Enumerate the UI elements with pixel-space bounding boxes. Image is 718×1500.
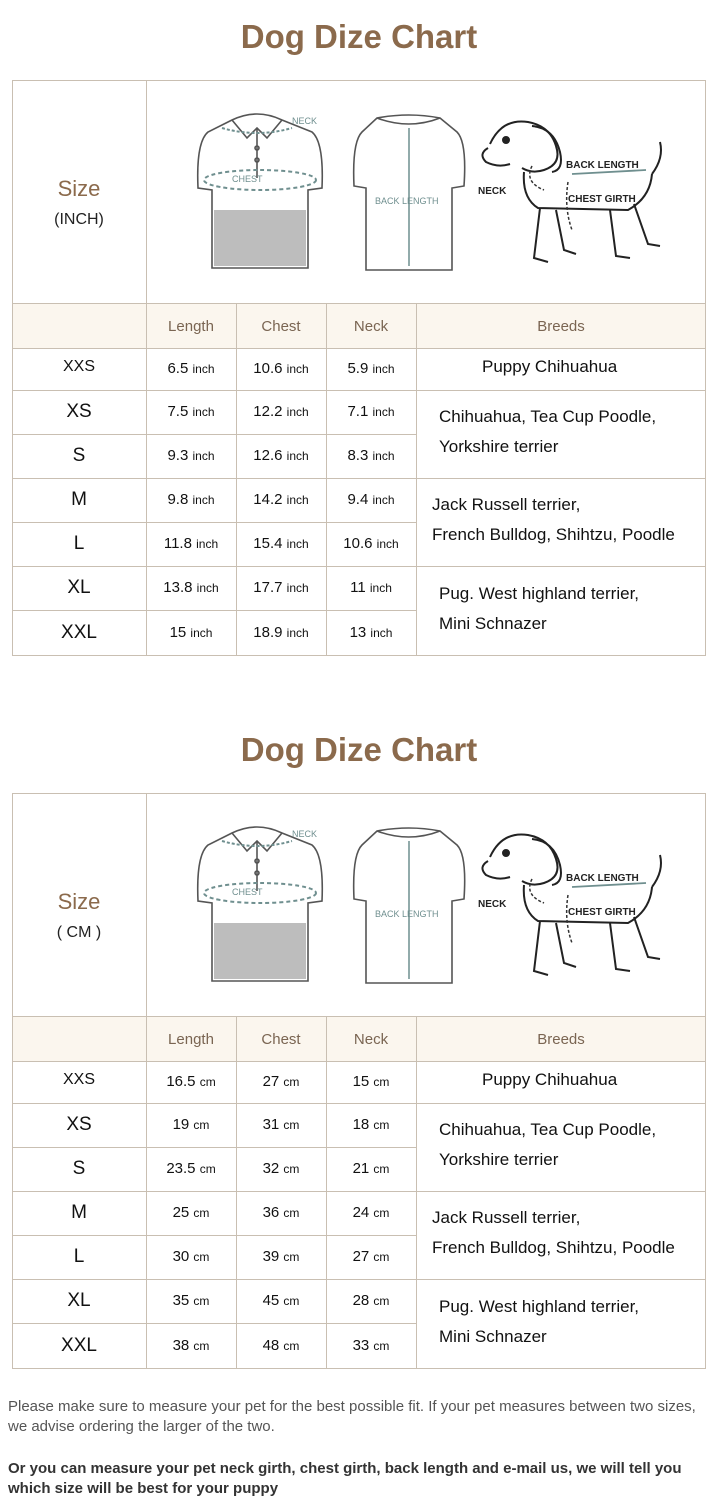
- chest-value: 10.6: [253, 360, 283, 377]
- breed-line: Yorkshire terrier: [439, 1150, 559, 1169]
- size-label: Size: [57, 889, 101, 914]
- unit-text: cm: [193, 1118, 210, 1132]
- neck-cell: [326, 1204, 416, 1221]
- unit-text: inch: [372, 493, 395, 507]
- column-header-neck: Neck: [353, 1031, 389, 1048]
- length-value: 23.5: [166, 1160, 196, 1177]
- row-divider: [12, 1016, 706, 1017]
- row-divider: [12, 1147, 416, 1148]
- unit-text: cm: [373, 1206, 390, 1220]
- size-label: Size: [57, 176, 101, 201]
- neck-value: 8.3: [347, 447, 369, 464]
- unit-text: inch: [192, 362, 215, 376]
- breed-group: [439, 579, 639, 639]
- neck-cell: [326, 1292, 416, 1309]
- neck-value: 13: [349, 624, 367, 641]
- dog-chest-dash-icon: [567, 895, 572, 943]
- breed-line: French Bulldog, Shihtzu, Poodle: [432, 525, 675, 544]
- back-length-label: BACK LENGTH: [375, 196, 439, 206]
- length-cell: [146, 535, 236, 552]
- row-divider: [12, 348, 706, 349]
- unit-text: inch: [369, 581, 392, 595]
- length-cell: [146, 624, 236, 641]
- length-value: 6.5: [167, 360, 189, 377]
- unit-text: cm: [283, 1118, 300, 1132]
- chest-cell: [236, 447, 326, 464]
- unit-text: inch: [372, 449, 395, 463]
- neck-value: 5.9: [347, 360, 369, 377]
- length-cell: [146, 1073, 236, 1090]
- neck-cell: [326, 1160, 416, 1177]
- breed-line: Jack Russell terrier,: [432, 495, 581, 514]
- chest-cell: [236, 1160, 326, 1177]
- size-cell: XXL: [61, 1335, 97, 1356]
- measurement-illustration: [172, 811, 692, 1006]
- neck-cell: [326, 360, 416, 377]
- breed-line: Pug. West highland terrier,: [439, 1297, 640, 1316]
- unit-text: cm: [283, 1250, 300, 1264]
- unit-text: inch: [286, 581, 309, 595]
- chest-value: 17.7: [253, 579, 283, 596]
- row-divider: [12, 1103, 706, 1104]
- chest-cell: [236, 624, 326, 641]
- unit-text: cm: [193, 1206, 210, 1220]
- row-divider: [12, 1191, 706, 1192]
- dog-chest-girth-label: CHEST GIRTH: [568, 907, 636, 918]
- col-divider: [326, 303, 327, 656]
- unit-text: inch: [196, 581, 219, 595]
- chest-cell: [236, 1204, 326, 1221]
- col-divider: [416, 1016, 417, 1369]
- chest-cell: [236, 579, 326, 596]
- dog-neck-label: NECK: [478, 186, 507, 197]
- unit-text: cm: [193, 1339, 210, 1353]
- breed-line: French Bulldog, Shihtzu, Poodle: [432, 1238, 675, 1257]
- measurement-illustration: [172, 98, 692, 293]
- length-value: 11.8: [163, 535, 192, 552]
- size-cell: XS: [66, 1114, 92, 1135]
- length-cell: [146, 360, 236, 377]
- length-value: 25: [172, 1204, 190, 1221]
- length-cell: [146, 1204, 236, 1221]
- unit-text: inch: [192, 449, 215, 463]
- chest-cell: [236, 491, 326, 508]
- chest-cell: [236, 360, 326, 377]
- unit-text: inch: [376, 537, 399, 551]
- length-value: 30: [172, 1248, 190, 1265]
- chest-value: 18.9: [253, 624, 283, 641]
- dog-icon: [482, 121, 661, 262]
- unit-text: inch: [286, 449, 309, 463]
- unit-text: cm: [373, 1118, 390, 1132]
- unit-text: cm: [373, 1075, 390, 1089]
- dog-chest-dash-icon: [567, 182, 572, 230]
- unit-text: cm: [373, 1250, 390, 1264]
- unit-text: inch: [196, 537, 219, 551]
- chest-label: CHEST: [232, 174, 263, 184]
- neck-cell: [326, 535, 416, 552]
- length-value: 38: [172, 1337, 190, 1354]
- length-value: 15: [169, 624, 187, 641]
- row-divider: [12, 390, 706, 391]
- unit-text: cm: [373, 1294, 390, 1308]
- chart-title: Dog Dize Chart: [240, 18, 478, 55]
- unit-text: inch: [286, 626, 309, 640]
- dog-neck-dash-icon: [530, 166, 544, 190]
- chest-cell: [236, 1337, 326, 1354]
- length-cell: [146, 1248, 236, 1265]
- length-cell: [146, 1292, 236, 1309]
- unit-text: cm: [283, 1206, 300, 1220]
- breed-line: Jack Russell terrier,: [432, 1208, 581, 1227]
- chest-value: 15.4: [253, 535, 283, 552]
- column-header-neck: Neck: [353, 318, 389, 335]
- size-cell: M: [71, 489, 87, 510]
- size-cell: S: [72, 445, 86, 466]
- breed-group: [439, 402, 656, 462]
- neck-value: 27: [352, 1248, 370, 1265]
- chest-cell: [236, 403, 326, 420]
- dog-neck-dash-icon: [530, 879, 544, 903]
- breed-line: Chihuahua, Tea Cup Poodle,: [439, 1120, 657, 1139]
- breed-line: Puppy Chihuahua: [482, 357, 618, 376]
- size-cell: XXL: [61, 622, 97, 643]
- length-cell: [146, 1337, 236, 1354]
- breed-group: [432, 1203, 675, 1263]
- unit-text: inch: [286, 405, 309, 419]
- col-divider: [236, 303, 237, 656]
- neck-value: 33: [352, 1337, 370, 1354]
- breed-group: [439, 1115, 656, 1175]
- unit-text: inch: [372, 405, 395, 419]
- chest-value: 45: [262, 1292, 280, 1309]
- breed-group: [482, 352, 617, 382]
- shirt-panel: [214, 210, 306, 266]
- breed-line: Puppy Chihuahua: [482, 1070, 618, 1089]
- column-header-chest: Chest: [261, 318, 301, 335]
- unit-text: cm: [199, 1075, 216, 1089]
- email-advice-note: Or you can measure your pet neck girth, chest girth, back length and e-mail us, we will tell you which size will be best for your puppy: [8, 1460, 682, 1497]
- chest-value: 12.6: [253, 447, 283, 464]
- neck-value: 18: [352, 1116, 370, 1133]
- column-header-breeds: Breeds: [537, 318, 585, 335]
- size-cell: XL: [67, 1290, 91, 1311]
- unit-text: inch: [372, 362, 395, 376]
- row-divider: [12, 1061, 706, 1062]
- chest-value: 12.2: [253, 403, 283, 420]
- back-length-label: BACK LENGTH: [375, 909, 439, 919]
- size-cell: L: [73, 533, 85, 554]
- breed-line: Chihuahua, Tea Cup Poodle,: [439, 407, 657, 426]
- breed-line: Yorkshire terrier: [439, 437, 559, 456]
- length-value: 19: [172, 1116, 190, 1133]
- neck-cell: [326, 1337, 416, 1354]
- length-cell: [146, 403, 236, 420]
- neck-cell: [326, 447, 416, 464]
- unit-text: cm: [283, 1075, 300, 1089]
- unit-text: cm: [373, 1162, 390, 1176]
- breed-line: Mini Schnazer: [439, 1327, 547, 1346]
- size-cell: XXS: [62, 358, 95, 375]
- unit-text: inch: [370, 626, 393, 640]
- dog-icon: [482, 834, 661, 975]
- neck-cell: [326, 1248, 416, 1265]
- dog-neck-label: NECK: [478, 899, 507, 910]
- size-cell: L: [73, 1246, 85, 1267]
- neck-value: 24: [352, 1204, 370, 1221]
- row-divider: [12, 303, 706, 304]
- size-cell: XL: [67, 577, 91, 598]
- chest-cell: [236, 1073, 326, 1090]
- breed-line: Mini Schnazer: [439, 614, 547, 633]
- chest-cell: [236, 535, 326, 552]
- length-cell: [146, 1160, 236, 1177]
- neck-cell: [326, 579, 416, 596]
- length-value: 16.5: [166, 1073, 196, 1090]
- unit-text: cm: [193, 1250, 210, 1264]
- breed-group: [439, 1292, 639, 1352]
- unit-label: (INCH): [54, 211, 104, 228]
- row-divider: [12, 434, 416, 435]
- chart-title: Dog Dize Chart: [240, 731, 478, 768]
- length-cell: [146, 1116, 236, 1133]
- size-cell: M: [71, 1202, 87, 1223]
- length-value: 35: [172, 1292, 190, 1309]
- chest-cell: [236, 1292, 326, 1309]
- column-header-length: Length: [168, 318, 214, 335]
- neck-value: 9.4: [347, 491, 369, 508]
- chest-label: CHEST: [232, 887, 263, 897]
- chest-cell: [236, 1116, 326, 1133]
- row-divider: [12, 1279, 706, 1280]
- unit-text: cm: [283, 1294, 300, 1308]
- length-value: 9.8: [167, 491, 189, 508]
- unit-text: inch: [192, 493, 215, 507]
- row-divider: [12, 566, 706, 567]
- unit-text: cm: [283, 1162, 300, 1176]
- chest-value: 31: [262, 1116, 280, 1133]
- size-cell: XXS: [62, 1071, 95, 1088]
- length-value: 13.8: [163, 579, 193, 596]
- unit-text: inch: [286, 362, 309, 376]
- unit-text: cm: [283, 1339, 300, 1353]
- length-cell: [146, 579, 236, 596]
- col-divider: [236, 1016, 237, 1369]
- row-divider: [12, 522, 416, 523]
- dog-back-length-label: BACK LENGTH: [566, 873, 639, 884]
- unit-text: inch: [286, 537, 309, 551]
- neck-value: 15: [352, 1073, 370, 1090]
- dog-back-length-label: BACK LENGTH: [566, 160, 639, 171]
- shirt-panel: [214, 923, 306, 979]
- chest-value: 36: [262, 1204, 280, 1221]
- size-cell: XS: [66, 401, 92, 422]
- neck-label: NECK: [292, 116, 318, 126]
- row-divider: [12, 478, 706, 479]
- chest-value: 27: [262, 1073, 280, 1090]
- unit-label: ( CM ): [56, 924, 102, 941]
- column-header-chest: Chest: [261, 1031, 301, 1048]
- neck-value: 10.6: [343, 535, 373, 552]
- col-divider: [326, 1016, 327, 1369]
- neck-value: 28: [352, 1292, 370, 1309]
- fit-advice-note: Please make sure to measure your pet for the best possible fit. If your pet measures between two sizes, we advise ordering the larger of the two.: [8, 1398, 696, 1435]
- neck-cell: [326, 1073, 416, 1090]
- unit-text: cm: [373, 1339, 390, 1353]
- neck-cell: [326, 491, 416, 508]
- neck-value: 11: [350, 579, 366, 596]
- unit-text: cm: [199, 1162, 216, 1176]
- unit-text: inch: [190, 626, 213, 640]
- length-cell: [146, 447, 236, 464]
- neck-cell: [326, 1116, 416, 1133]
- row-divider: [12, 1235, 416, 1236]
- row-divider: [12, 1323, 416, 1324]
- breed-line: Pug. West highland terrier,: [439, 584, 640, 603]
- neck-label: NECK: [292, 829, 318, 839]
- chest-value: 48: [262, 1337, 280, 1354]
- chest-value: 14.2: [253, 491, 283, 508]
- size-cell: S: [72, 1158, 86, 1179]
- breed-group: [482, 1065, 617, 1095]
- breed-group: [432, 490, 675, 550]
- column-header-breeds: Breeds: [537, 1031, 585, 1048]
- unit-text: cm: [193, 1294, 210, 1308]
- unit-text: inch: [192, 405, 215, 419]
- row-divider: [12, 610, 416, 611]
- neck-cell: [326, 624, 416, 641]
- neck-value: 21: [352, 1160, 370, 1177]
- col-divider: [416, 303, 417, 656]
- unit-text: inch: [286, 493, 309, 507]
- length-value: 9.3: [167, 447, 189, 464]
- neck-cell: [326, 403, 416, 420]
- chest-value: 39: [262, 1248, 280, 1265]
- length-value: 7.5: [167, 403, 189, 420]
- neck-value: 7.1: [347, 403, 369, 420]
- chest-value: 32: [262, 1160, 280, 1177]
- dog-chest-girth-label: CHEST GIRTH: [568, 194, 636, 205]
- chest-cell: [236, 1248, 326, 1265]
- length-cell: [146, 491, 236, 508]
- column-header-length: Length: [168, 1031, 214, 1048]
